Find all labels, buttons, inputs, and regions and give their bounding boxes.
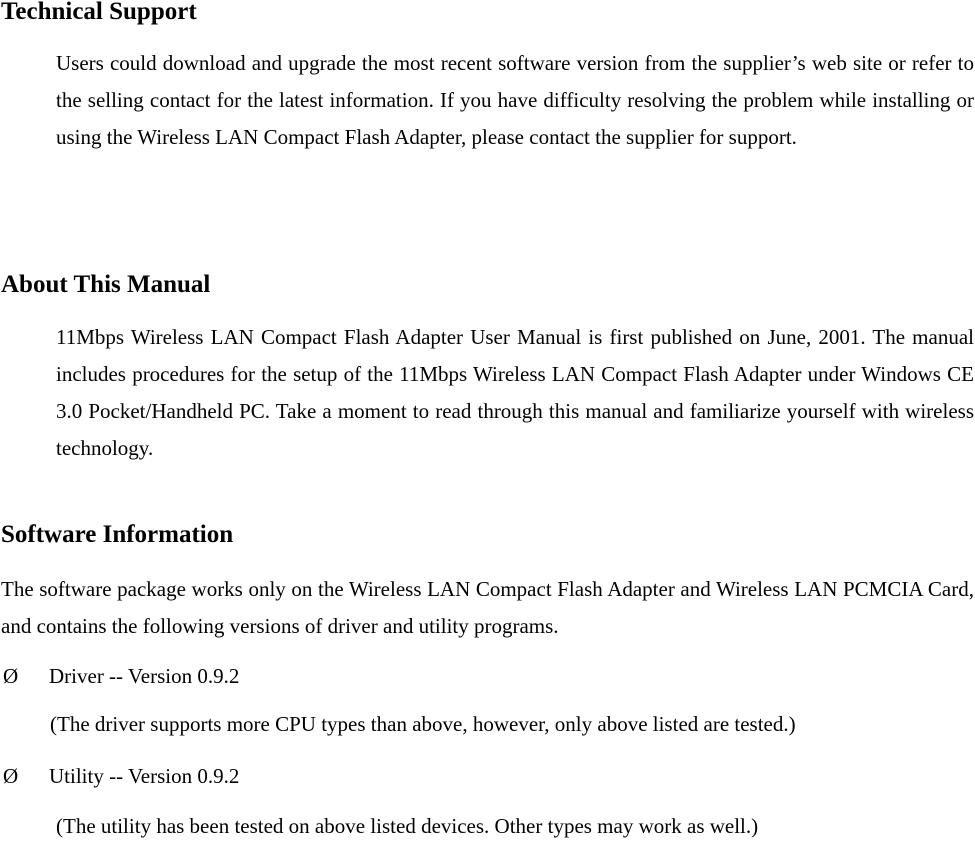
technical-support-heading: Technical Support: [1, 0, 197, 25]
software-info-heading: Software Information: [1, 521, 234, 548]
arrow-bullet-icon: Ø: [3, 764, 19, 788]
about-manual-paragraph: 11Mbps Wireless LAN Compact Flash Adapter User Manual is first published on June, 2001. The manual includes procedures for the setup of the 11Mbps Wireless LAN Compact Flash Adapter under Windows CE 3.0 Pocket/Handheld PC. Take a moment to read through this manual and familiarize yourself with wireless technology.: [56, 325, 974, 460]
list-item-label: Driver -- Version 0.9.2: [49, 664, 240, 688]
about-manual-heading: About This Manual: [1, 271, 211, 298]
list-item-label: Utility -- Version 0.9.2: [49, 764, 240, 788]
list-item-note: (The driver supports more CPU types than above, however, only above listed are tested.): [50, 712, 796, 736]
list-item-driver: [3, 661, 239, 691]
arrow-bullet-icon: Ø: [3, 664, 19, 688]
technical-support-paragraph: Users could download and upgrade the most recent software version from the supplier’s web site or refer to the selling contact for the latest information. If you have difficulty resolving the problem while installing or using the Wireless LAN Compact Flash Adapter, please contact the supplier for support.: [56, 51, 974, 149]
list-item-note: (The utility has been tested on above listed devices. Other types may work as well.): [56, 814, 759, 838]
list-item-utility: [3, 761, 239, 791]
software-info-paragraph: The software package works only on the Wireless LAN Compact Flash Adapter and Wireless LAN PCMCIA Card, and contains the following versions of driver and utility programs.: [1, 577, 974, 638]
